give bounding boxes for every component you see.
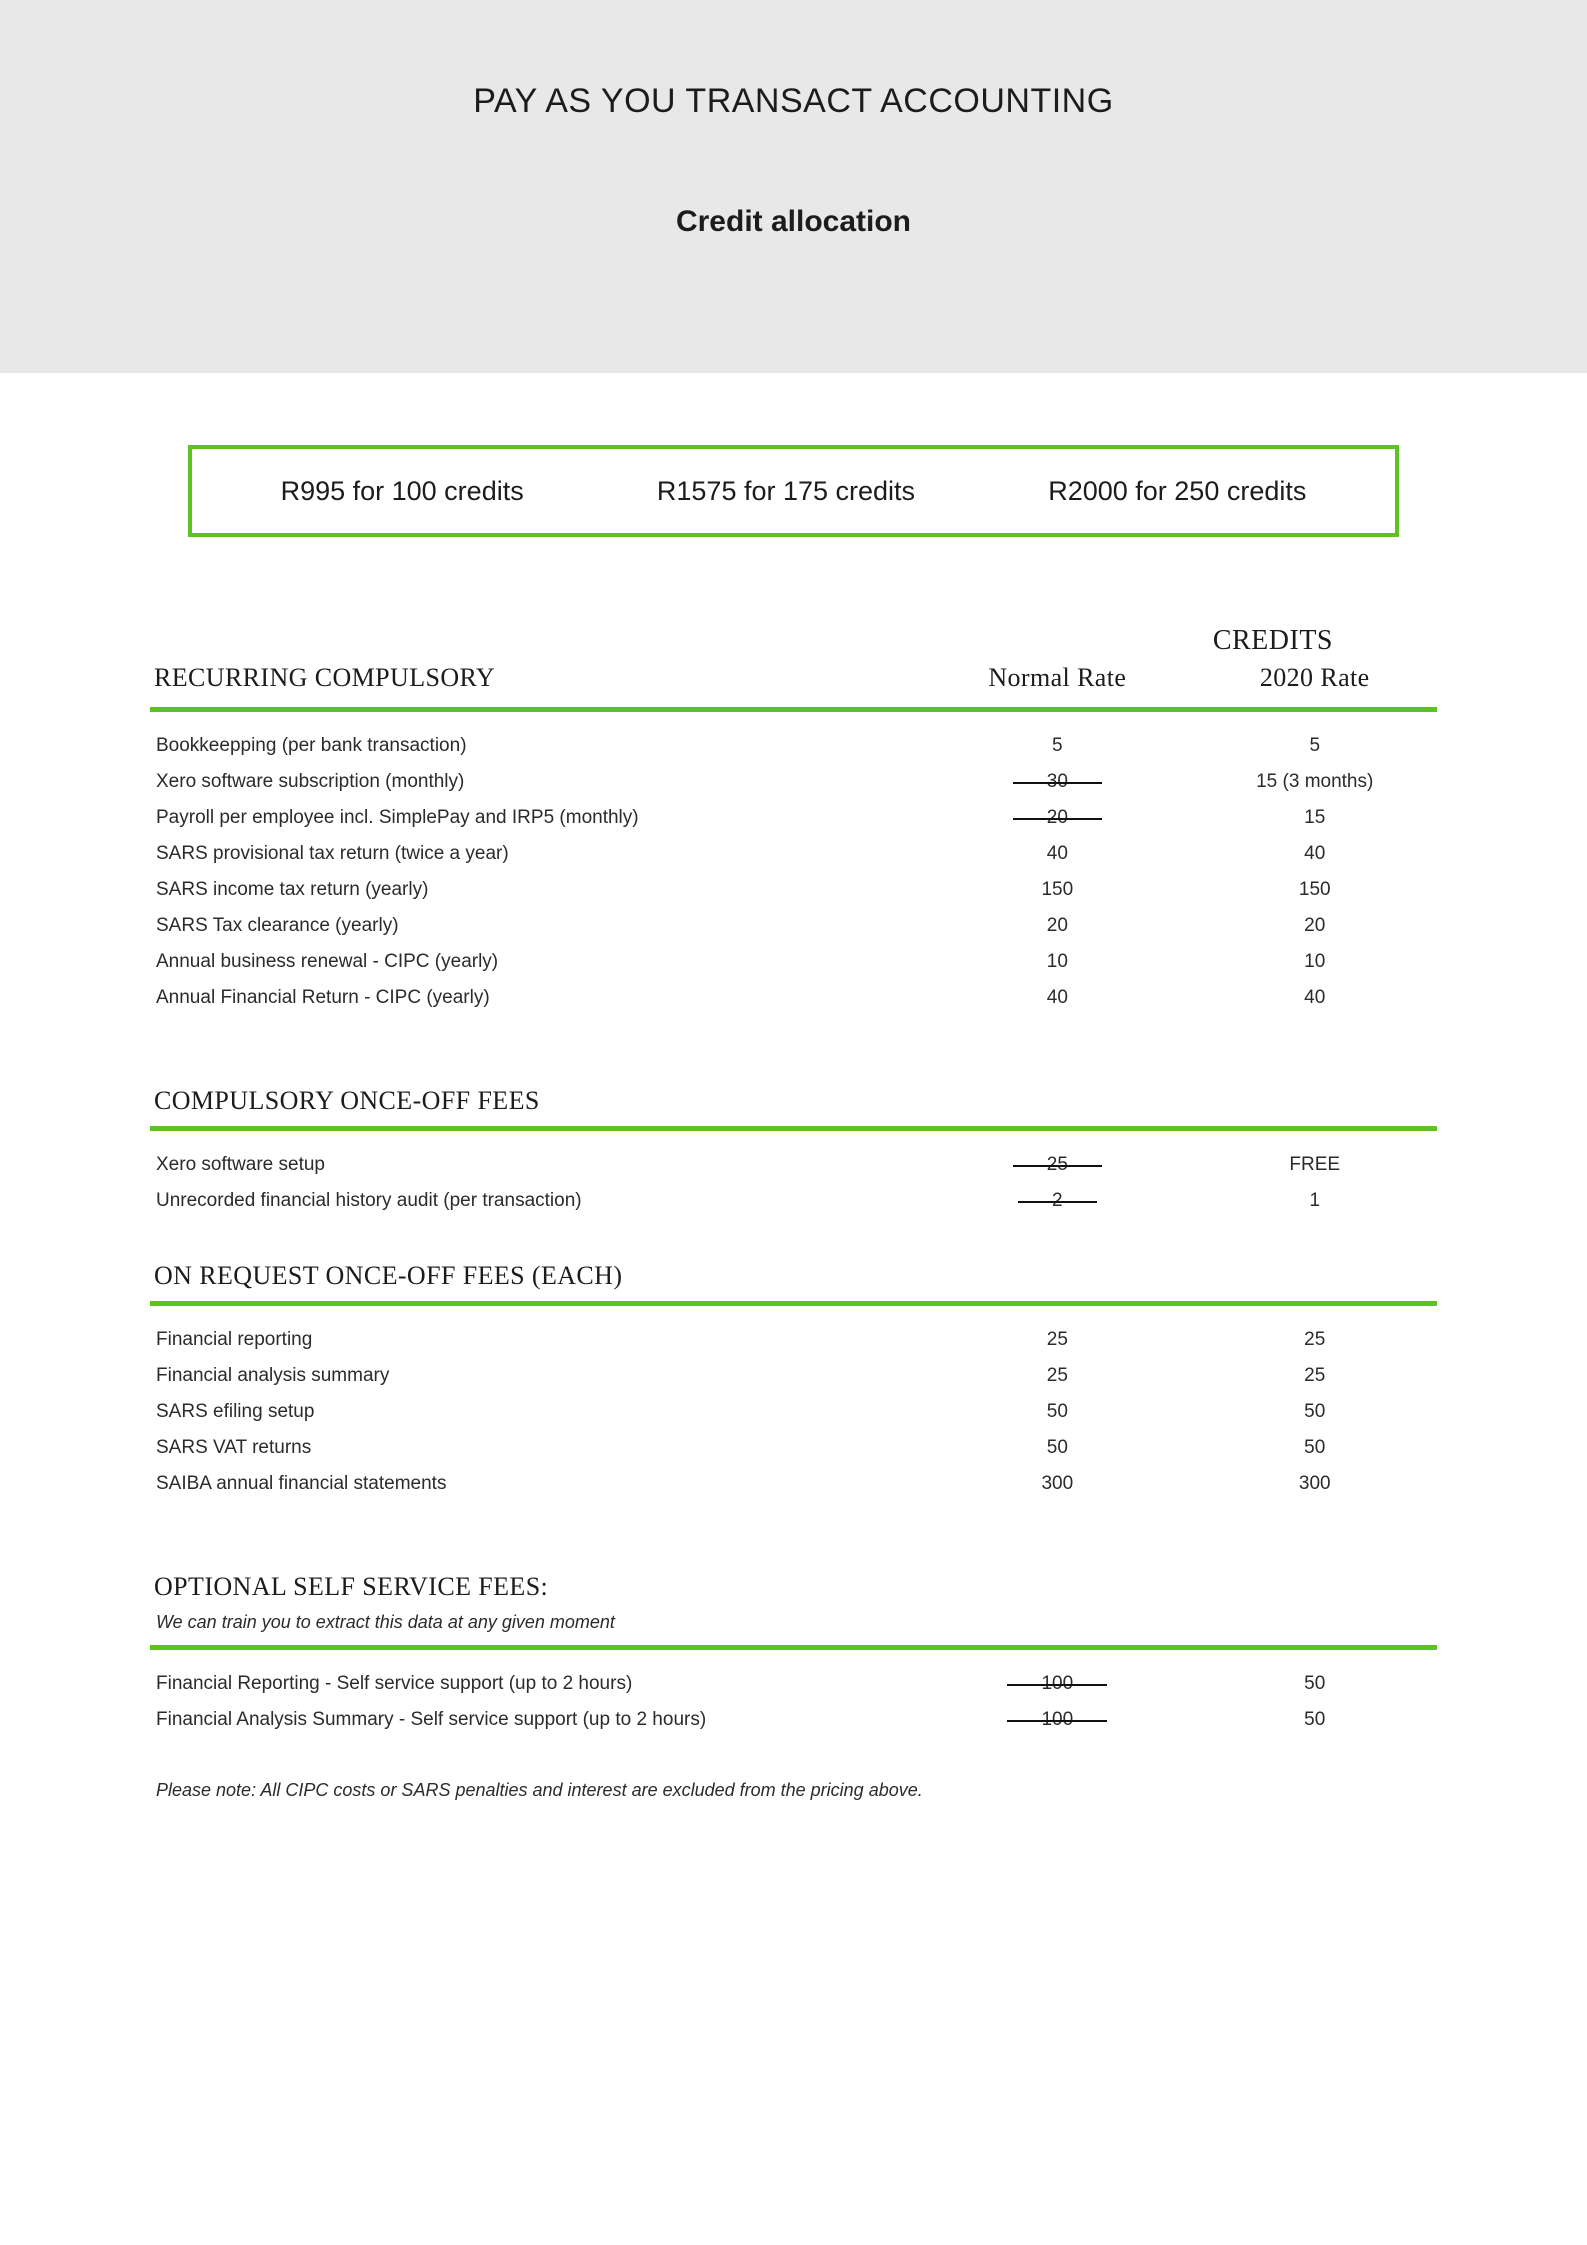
row-2020-rate: 10: [1304, 951, 1326, 972]
row-2020-rate: 1: [1309, 1190, 1321, 1211]
row-description: Annual business renewal - CIPC (yearly): [156, 951, 499, 972]
section-header-on-request-once-off: [150, 1255, 1437, 1301]
row-2020-rate: FREE: [1289, 1154, 1341, 1175]
row-normal-rate: 50: [1046, 1437, 1068, 1458]
row-description: Annual Financial Return - CIPC (yearly): [156, 987, 490, 1008]
row-description: SARS income tax return (yearly): [156, 879, 429, 900]
row-normal-rate: [922, 800, 1192, 836]
table-row: [150, 1430, 1437, 1466]
section-note-row: [150, 1612, 1437, 1645]
table-row: [150, 980, 1437, 1016]
spacer: [150, 1131, 1437, 1147]
row-description: Xero software setup: [156, 1154, 325, 1175]
spacer: [150, 1650, 1437, 1666]
row-description: Financial analysis summary: [156, 1365, 390, 1386]
row-2020-rate: 5: [1309, 735, 1321, 756]
spacer: [150, 1016, 1437, 1080]
row-description: Financial Reporting - Self service support (up to 2 hours): [156, 1673, 633, 1694]
row-2020-rate: 15: [1304, 807, 1326, 828]
row-description: Unrecorded financial history audit (per transaction): [156, 1190, 582, 1211]
row-normal-rate: 40: [1046, 843, 1068, 864]
row-normal-rate: 300: [1041, 1473, 1074, 1494]
row-2020-rate: 300: [1298, 1473, 1331, 1494]
table-row: [150, 1322, 1437, 1358]
table-row: [150, 836, 1437, 872]
section-note: We can train you to extract this data at any given moment: [156, 1612, 615, 1632]
row-description: SARS Tax clearance (yearly): [156, 915, 399, 936]
table-row: [150, 1183, 1437, 1219]
spacer: [150, 1219, 1437, 1255]
struck-value: 2: [1018, 1190, 1097, 1212]
row-normal-rate: 40: [1046, 987, 1068, 1008]
section-header-compulsory-once-off: [150, 1080, 1437, 1126]
table-row: [150, 1358, 1437, 1394]
credit-options-box: [188, 445, 1399, 537]
row-normal-rate: 20: [1046, 915, 1068, 936]
credits-column-label: CREDITS: [1212, 625, 1333, 656]
table-row: [150, 1147, 1437, 1183]
row-2020-rate: 50: [1304, 1709, 1326, 1730]
row-2020-rate: 25: [1304, 1365, 1326, 1386]
row-normal-rate: [922, 1183, 1192, 1219]
table-row: [150, 872, 1437, 908]
footnote-row: [150, 1738, 1437, 1802]
row-description: Financial Analysis Summary - Self service support (up to 2 hours): [156, 1709, 707, 1730]
fees-table-body: [150, 657, 1437, 1802]
struck-value: 30: [1013, 771, 1102, 793]
spacer: [150, 712, 1437, 728]
row-normal-rate: 10: [1046, 951, 1068, 972]
row-normal-rate: [922, 764, 1192, 800]
row-2020-rate: 40: [1304, 843, 1326, 864]
row-description: Payroll per employee incl. SimplePay and IRP5 (monthly): [156, 807, 639, 828]
table-row: [150, 1702, 1437, 1738]
credit-option-2[interactable]: R1575 for 175 credits: [656, 475, 916, 506]
row-description: Bookkeepping (per bank transaction): [156, 735, 467, 756]
struck-value: 25: [1013, 1154, 1102, 1176]
row-description: SAIBA annual financial statements: [156, 1473, 447, 1494]
table-row: [150, 728, 1437, 764]
section-title: COMPULSORY ONCE-OFF FEES: [154, 1086, 540, 1115]
table-row: [150, 1394, 1437, 1430]
credit-option-3[interactable]: R2000 for 250 credits: [1048, 475, 1307, 506]
table-row: [150, 764, 1437, 800]
struck-value: 100: [1007, 1673, 1107, 1695]
row-normal-rate: 150: [1041, 879, 1074, 900]
row-2020-rate: 150: [1298, 879, 1331, 900]
row-normal-rate: [922, 1147, 1192, 1183]
page-subtitle: Credit allocation: [675, 205, 912, 238]
row-2020-rate: 25: [1304, 1329, 1326, 1350]
row-2020-rate: 50: [1304, 1437, 1326, 1458]
footnote: Please note: All CIPC costs or SARS penalties and interest are excluded from the pricing above.: [156, 1780, 923, 1800]
fees-table: [150, 657, 1437, 1802]
row-description: SARS provisional tax return (twice a year): [156, 843, 509, 864]
row-normal-rate: 25: [1046, 1329, 1068, 1350]
page-header: [0, 0, 1587, 373]
struck-value: 20: [1013, 807, 1102, 829]
row-normal-rate: [922, 1702, 1192, 1738]
spacer: [150, 1306, 1437, 1322]
table-row: [150, 1666, 1437, 1702]
table-row: [150, 944, 1437, 980]
row-normal-rate: 25: [1046, 1365, 1068, 1386]
row-description: Xero software subscription (monthly): [156, 771, 465, 792]
row-2020-rate: 15 (3 months): [1256, 771, 1374, 792]
column-header-2020-rate: 2020 Rate: [1259, 663, 1370, 692]
spacer: [150, 1502, 1437, 1566]
section-header-recurring-compulsory: [150, 657, 1437, 707]
row-normal-rate: 5: [1052, 735, 1063, 756]
page-title: PAY AS YOU TRANSACT ACCOUNTING: [473, 82, 1114, 120]
table-row: [150, 1466, 1437, 1502]
row-description: Financial reporting: [156, 1329, 313, 1350]
struck-value: 100: [1007, 1709, 1107, 1731]
section-header-optional-self-service: [150, 1566, 1437, 1612]
section-title: OPTIONAL SELF SERVICE FEES:: [154, 1572, 549, 1601]
table-row: [150, 908, 1437, 944]
page-content: [0, 445, 1587, 1802]
row-2020-rate: 50: [1304, 1401, 1326, 1422]
row-description: SARS efiling setup: [156, 1401, 315, 1422]
section-title: ON REQUEST ONCE-OFF FEES (EACH): [154, 1261, 623, 1290]
column-header-normal-rate: Normal Rate: [988, 663, 1127, 692]
row-normal-rate: [922, 1666, 1192, 1702]
row-2020-rate: 40: [1304, 987, 1326, 1008]
row-description: SARS VAT returns: [156, 1437, 312, 1458]
section-title: RECURRING COMPULSORY: [154, 663, 496, 692]
row-2020-rate: 20: [1304, 915, 1326, 936]
table-row: [150, 800, 1437, 836]
credit-option-1[interactable]: R995 for 100 credits: [280, 475, 524, 506]
row-2020-rate: 50: [1304, 1673, 1326, 1694]
row-normal-rate: 50: [1046, 1401, 1068, 1422]
